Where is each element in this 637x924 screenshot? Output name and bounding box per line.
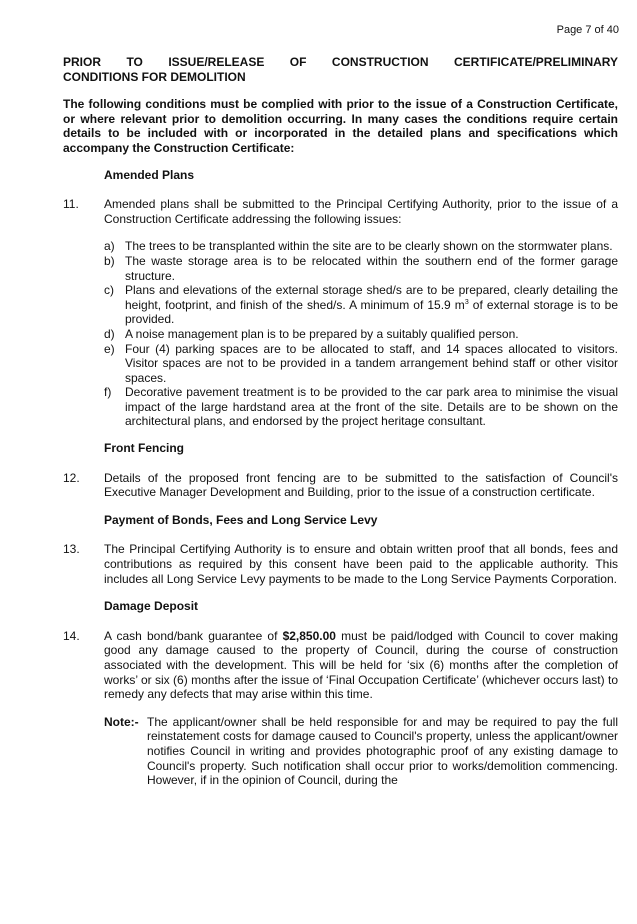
condition-text: Amended plans shall be submitted to the Principal Certifying Authority, prior to the issue of a Construction Certificate addressing the following issues: — [104, 197, 618, 226]
subheading-damage-deposit: Damage Deposit — [104, 599, 199, 614]
condition-11 — [63, 197, 618, 226]
condition-text: The Principal Certifying Authority is to ensure and obtain written proof that all bonds, fees and contributions as required by this consent have been paid to the applicable authority. This includes all Long Service Levy payments to be made to the Long Service Payments Corporation. — [104, 542, 618, 586]
bond-amount: $2,850.00 — [282, 628, 336, 643]
condition-text-part: must be paid/lodged with Council to cover making good any damage caused to the property of Council, during the course of construction associated with the development. This will be held for ‘six (6) months after the completion of works’ or six (6) months after the issue of ‘Final Occupation Certificate’ (whichever occurs last) to remedy any defects that may arise within this time. — [104, 628, 619, 702]
subheading-bonds: Payment of Bonds, Fees and Long Service Levy — [104, 512, 378, 527]
item-text: A noise management plan is to be prepared by a suitably qualified person. — [125, 326, 519, 341]
condition-number: 11. — [63, 197, 79, 212]
item-letter: d) — [104, 326, 115, 341]
item-text — [125, 283, 618, 327]
condition-number: 13. — [63, 542, 80, 557]
item-letter: c) — [104, 283, 114, 298]
list-item — [104, 385, 618, 429]
subheading-front-fencing: Front Fencing — [104, 441, 184, 456]
note-block — [104, 715, 618, 788]
item-text: Four (4) parking spaces are to be allocated to staff, and 14 spaces allocated to visitors. Visitor spaces are not to be provided in a tandem arrangement behind staff or other visitor spaces. — [125, 341, 618, 385]
condition-number: 12. — [63, 470, 80, 485]
item-text-part: of external storage is to be provided. — [125, 297, 618, 327]
list-item — [104, 283, 618, 327]
note-text: The applicant/owner shall be held responsible for and may be required to pay the full reinstatement costs for damage caused to Council's property, unless the applicant/owner notifies Council in writing and provides photographic proof of any existing damage to Council's property. Such notification shall occur prior to works/demolition commencing. However, if in the opinion of Council, during the — [147, 714, 618, 788]
item-text: The waste storage area is to be relocated within the southern end of the former garage structure. — [125, 253, 618, 283]
document-body — [63, 55, 618, 788]
heading-line-1: PRIOR TO ISSUE/RELEASE OF CONSTRUCTION CERTIFICATE/PRELIMINARY — [63, 55, 618, 69]
item-letter: e) — [104, 341, 115, 356]
section-heading — [63, 55, 618, 84]
condition-12 — [63, 471, 618, 500]
item-text: Decorative pavement treatment is to be provided to the car park area to minimise the visual impact of the large hardstand area at the front of the site. Details are to be shown on the architectural plans, and endorsed by the project heritage consultant. — [125, 385, 618, 429]
condition-number: 14. — [63, 628, 80, 643]
note-label: Note:- — [104, 714, 139, 729]
intro-paragraph: The following conditions must be complied with prior to the issue of a Construction Certificate, or where relevant prior to demolition occurring. In many cases the conditions require certain details to be included with or incorporated in the detailed plans and specifications which accompany the Construction Certificate: — [63, 97, 618, 155]
page-number: Page 7 of 40 — [556, 24, 619, 36]
issues-list — [104, 239, 618, 429]
condition-text: Details of the proposed front fencing are to be submitted to the satisfaction of Council's Executive Manager Development and Building, prior to the issue of a construction certificate. — [104, 470, 618, 500]
item-letter: b) — [104, 253, 115, 268]
list-item — [104, 239, 618, 254]
subheading-amended-plans: Amended Plans — [104, 167, 195, 182]
superscript: 3 — [464, 298, 469, 306]
list-item — [104, 254, 618, 283]
condition-text-part: A cash bond/bank guarantee of — [104, 628, 283, 643]
condition-text — [104, 629, 618, 702]
condition-13 — [63, 542, 618, 586]
item-text-part: Plans and elevations of the external storage shed/s are to be prepared, clearly detailing the height, footprint, and finish of the shed/s. A minimum of 15.9 m — [125, 283, 618, 312]
heading-line-2: CONDITIONS FOR DEMOLITION — [63, 69, 246, 84]
item-letter: f) — [104, 385, 112, 400]
list-item — [104, 327, 618, 342]
item-text: The trees to be transplanted within the site are to be clearly shown on the stormwater plans. — [125, 239, 613, 254]
list-item — [104, 342, 618, 386]
condition-14 — [63, 629, 618, 702]
item-letter: a) — [104, 239, 115, 254]
